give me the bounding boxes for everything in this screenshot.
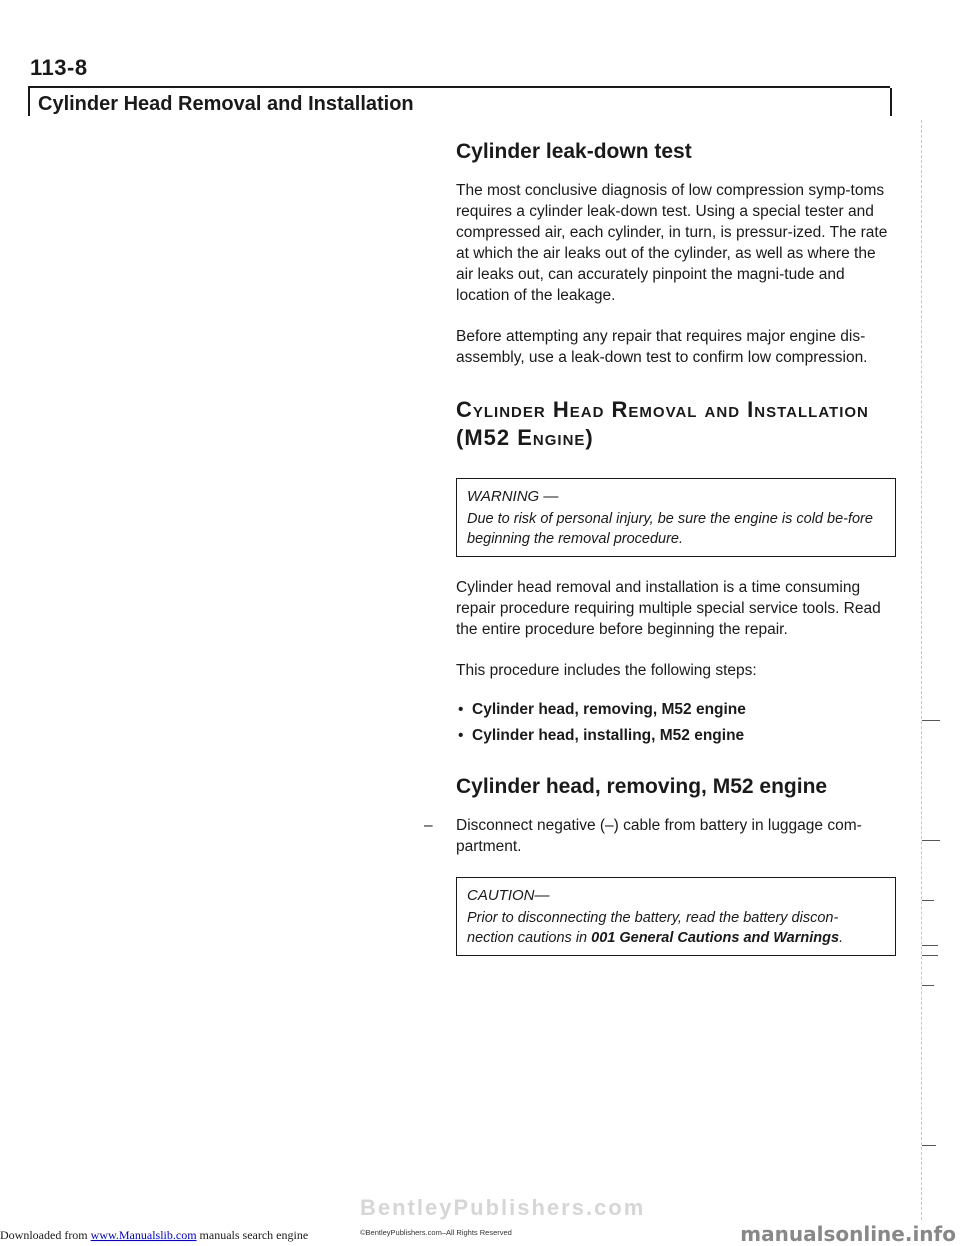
removing-title: Cylinder head, removing, M52 engine bbox=[456, 775, 828, 798]
step-1 bbox=[424, 815, 896, 857]
caution-box bbox=[456, 877, 896, 956]
intro-paragraph-2: This procedure includes the following steps: bbox=[456, 662, 757, 679]
running-header bbox=[28, 86, 890, 116]
main-column bbox=[424, 140, 896, 976]
caution-text-block bbox=[467, 908, 885, 948]
steps-list bbox=[456, 701, 896, 745]
margin-tick bbox=[922, 955, 938, 956]
caution-label: CAUTION— bbox=[467, 887, 550, 904]
bullet-icon: • bbox=[458, 701, 464, 718]
copyright-note: ©BentleyPublishers.com–All Rights Reserved bbox=[360, 1228, 512, 1237]
step-1-text: Disconnect negative (–) cable from battery in luggage com-partment. bbox=[456, 817, 862, 855]
publisher-watermark: BentleyPublishers.com bbox=[360, 1195, 646, 1220]
warning-label: WARNING — bbox=[467, 488, 559, 505]
manualslib-link[interactable]: www.Manualslib.com bbox=[90, 1228, 197, 1242]
step-dash: – bbox=[424, 817, 433, 834]
margin-tick bbox=[922, 720, 940, 721]
list-item bbox=[456, 727, 896, 745]
major-heading: Cylinder Head Removal and Installation (M52 Engine) bbox=[456, 397, 869, 450]
list-item-label: Cylinder head, installing, M52 engine bbox=[472, 727, 745, 744]
leakdown-title: Cylinder leak-down test bbox=[456, 140, 692, 163]
page-number: 113-8 bbox=[30, 55, 88, 80]
warning-box bbox=[456, 478, 896, 557]
caution-end: . bbox=[839, 930, 844, 946]
footer-download-note bbox=[0, 1228, 308, 1243]
margin-tick bbox=[922, 1145, 936, 1146]
margin-tick bbox=[922, 985, 934, 986]
leakdown-paragraph-2: Before attempting any repair that requires major engine dis-assembly, use a leak-down test to confirm low compression. bbox=[456, 328, 868, 366]
caution-text: Prior to disconnecting the battery, read the battery discon-nection cautions in bbox=[467, 910, 839, 946]
margin-marks bbox=[921, 120, 952, 1220]
margin-tick bbox=[922, 840, 940, 841]
margin-tick bbox=[922, 945, 938, 946]
list-item bbox=[456, 701, 896, 719]
warning-text: Due to risk of personal injury, be sure the engine is cold be-fore beginning the removal procedure. bbox=[467, 511, 873, 547]
intro-paragraph-1: Cylinder head removal and installation is a time consuming repair procedure requiring multiple special service tools. Read the entire procedure before beginning the repair. bbox=[456, 579, 881, 638]
bullet-icon: • bbox=[458, 727, 464, 744]
footer-suffix: manuals search engine bbox=[196, 1228, 309, 1242]
footer-prefix: Downloaded from bbox=[0, 1228, 91, 1242]
margin-tick bbox=[922, 900, 934, 901]
manualsonline-watermark: manualsonline.info bbox=[740, 1222, 956, 1246]
leakdown-paragraph-1: The most conclusive diagnosis of low compression symp-toms requires a cylinder leak-down test. Using a special tester and compressed air, each cylinder, in turn, is pressur-ized. The rate at which the air leaks out of the cylinder, as well as where the air leaks out, can accurately pinpoint the magni-tude and location of the leakage. bbox=[456, 182, 888, 304]
list-item-label: Cylinder head, removing, M52 engine bbox=[472, 701, 746, 718]
caution-reference: 001 General Cautions and Warnings bbox=[591, 930, 840, 946]
header-title: Cylinder Head Removal and Installation bbox=[38, 93, 414, 115]
